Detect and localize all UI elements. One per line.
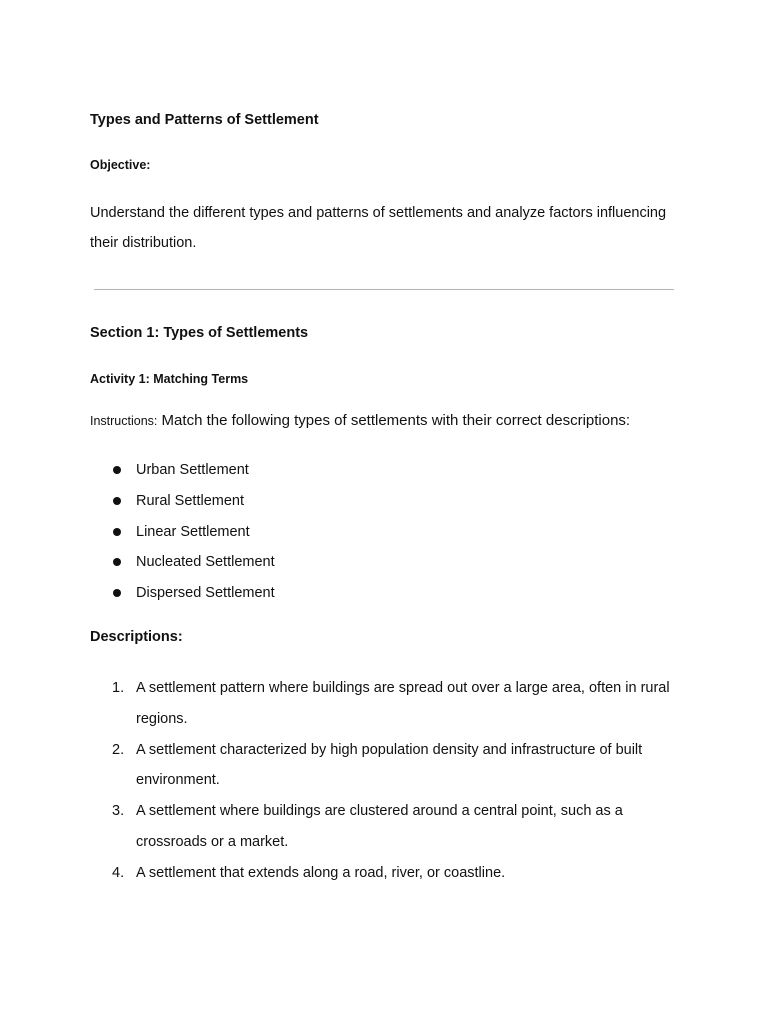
term-text: Rural Settlement — [136, 492, 244, 509]
term-text: Nucleated Settlement — [136, 554, 275, 571]
bullet-icon — [113, 497, 121, 505]
term-text: Linear Settlement — [136, 523, 250, 540]
term-text: Urban Settlement — [136, 462, 249, 478]
horizontal-divider — [94, 289, 674, 290]
list-item — [90, 579, 275, 610]
activity-title: Activity 1: Matching Terms — [90, 372, 249, 386]
terms-list — [90, 456, 275, 610]
list-item — [90, 673, 680, 734]
list-item — [90, 858, 680, 889]
instructions-text: Match the following types of settlements with their correct descriptions: — [157, 412, 631, 429]
item-number: 2. — [112, 741, 125, 758]
descriptions-heading: Descriptions: — [90, 629, 183, 645]
description-text: A settlement pattern where buildings are spread out over a large area, often in rural regions. — [136, 680, 670, 727]
instructions-label: Instructions: — [90, 414, 158, 428]
instructions — [90, 412, 690, 430]
objective-text: Understand the different types and patterns of settlements and analyze factors influencing their distribution. — [90, 205, 667, 251]
bullet-icon — [113, 589, 121, 597]
description-text: A settlement characterized by high population density and infrastructure of built environment. — [136, 741, 643, 788]
list-item — [90, 518, 275, 549]
item-number: 4. — [112, 864, 125, 881]
list-item — [90, 456, 275, 487]
list-item — [90, 487, 275, 518]
item-number: 3. — [112, 803, 125, 819]
description-text: A settlement that extends along a road, river, or coastline. — [136, 864, 506, 881]
term-text: Dispersed Settlement — [136, 585, 275, 602]
description-text: A settlement where buildings are clustered around a central point, such as a crossroads or a market. — [136, 803, 623, 850]
section-title: Section 1: Types of Settlements — [90, 325, 309, 341]
item-number: 1. — [112, 680, 125, 696]
bullet-icon — [113, 466, 121, 474]
list-item — [90, 548, 275, 579]
list-item — [90, 735, 680, 796]
bullet-icon — [113, 528, 121, 536]
descriptions-list — [90, 673, 680, 889]
list-item — [90, 796, 680, 857]
objective-heading: Objective: — [90, 158, 151, 172]
document-title: Types and Patterns of Settlement — [90, 112, 319, 128]
bullet-icon — [113, 558, 121, 566]
